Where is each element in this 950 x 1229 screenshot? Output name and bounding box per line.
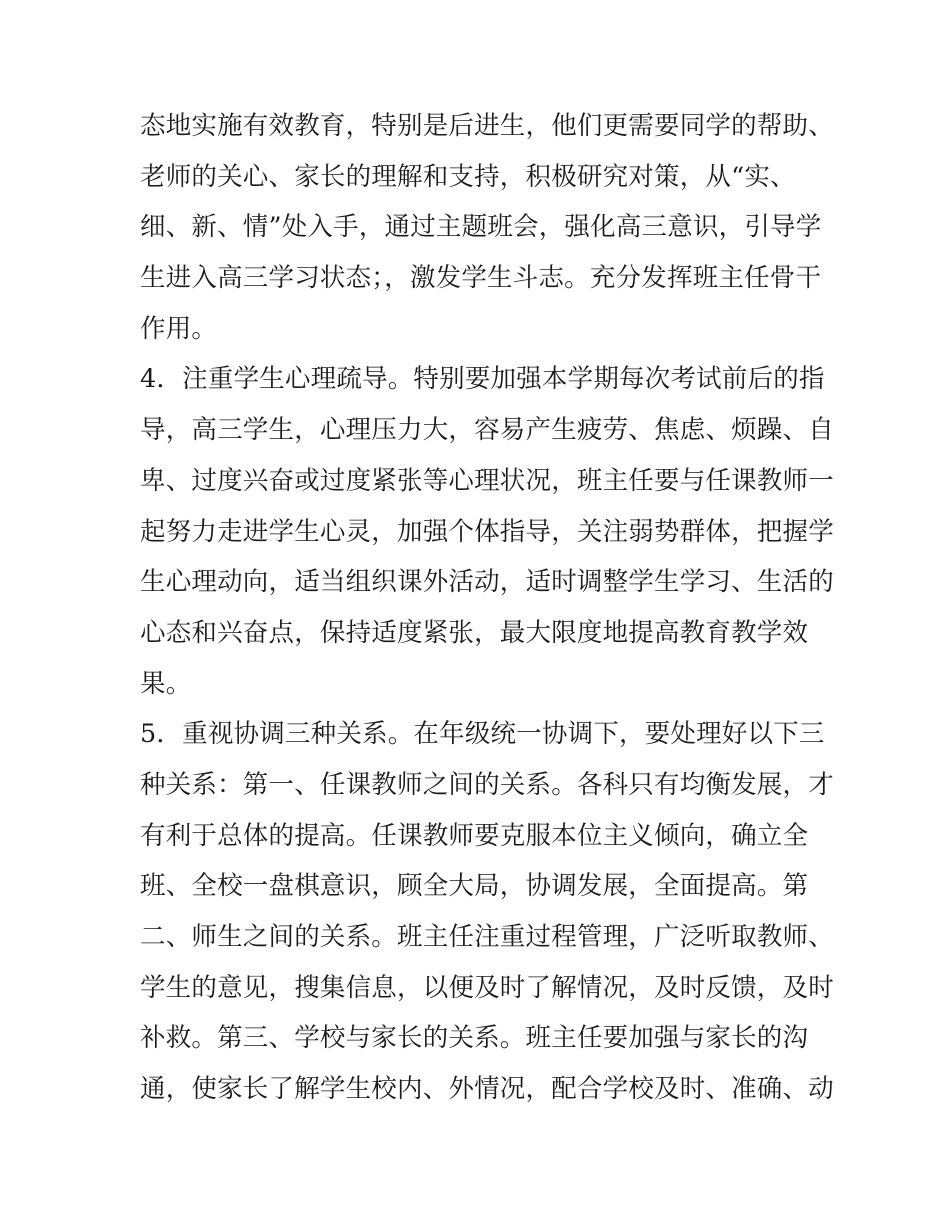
text-line-2: 老师的关心、家长的理解和支持，积极研究对策，从“实、	[140, 161, 796, 192]
text-line-3: 细、新、情”处入手，通过主题班会，强化高三意识，引导学	[140, 212, 822, 243]
text-line-11: 心态和兴奋点，保持适度紧张，最大限度地提高教育教学效	[140, 617, 809, 648]
text-line-10: 生心理动向，适当组织课外活动，适时调整学生学习、生活的	[140, 567, 834, 598]
text-line-9: 起努力走进学生心灵，加强个体指导，关注弱势群体，把握学	[140, 516, 834, 547]
text-line-16: 班、全校一盘棋意识，顾全大局，协调发展，全面提高。第	[140, 871, 809, 902]
body-text	[140, 101, 834, 1115]
text-line-12: 果。	[140, 668, 192, 699]
text-line-4: 生进入高三学习状态；，激发学生斗志。充分发挥班主任骨干	[140, 263, 822, 294]
text-line-6: 4．注重学生心理疏导。特别要加强本学期每次考试前后的指	[140, 364, 825, 395]
text-line-8: 卑、过度兴奋或过度紧张等心理状况，班主任要与任课教师一	[140, 465, 834, 496]
text-line-14: 种关系：第一、任课教师之间的关系。各科只有均衡发展，才	[140, 769, 834, 800]
text-line-19: 补救。第三、学校与家长的关系。班主任要加强与家长的沟	[140, 1023, 809, 1054]
text-line-5: 作用。	[140, 313, 218, 344]
text-line-18: 学生的意见，搜集信息，以便及时了解情况，及时反馈，及时	[140, 972, 834, 1003]
text-line-20: 通，使家长了解学生校内、外情况，配合学校及时、准确、动	[140, 1074, 834, 1105]
text-line-13: 5．重视协调三种关系。在年级统一协调下，要处理好以下三	[140, 719, 825, 750]
text-line-17: 二、师生之间的关系。班主任注重过程管理，广泛听取教师、	[140, 922, 834, 952]
text-line-15: 有利于总体的提高。任课教师要克服本位主义倾向，确立全	[140, 820, 809, 851]
text-line-7: 导，高三学生，心理压力大，容易产生疲劳、焦虑、烦躁、自	[140, 415, 834, 446]
text-line-1: 态地实施有效教育，特别是后进生，他们更需要同学的帮助、	[140, 111, 834, 141]
